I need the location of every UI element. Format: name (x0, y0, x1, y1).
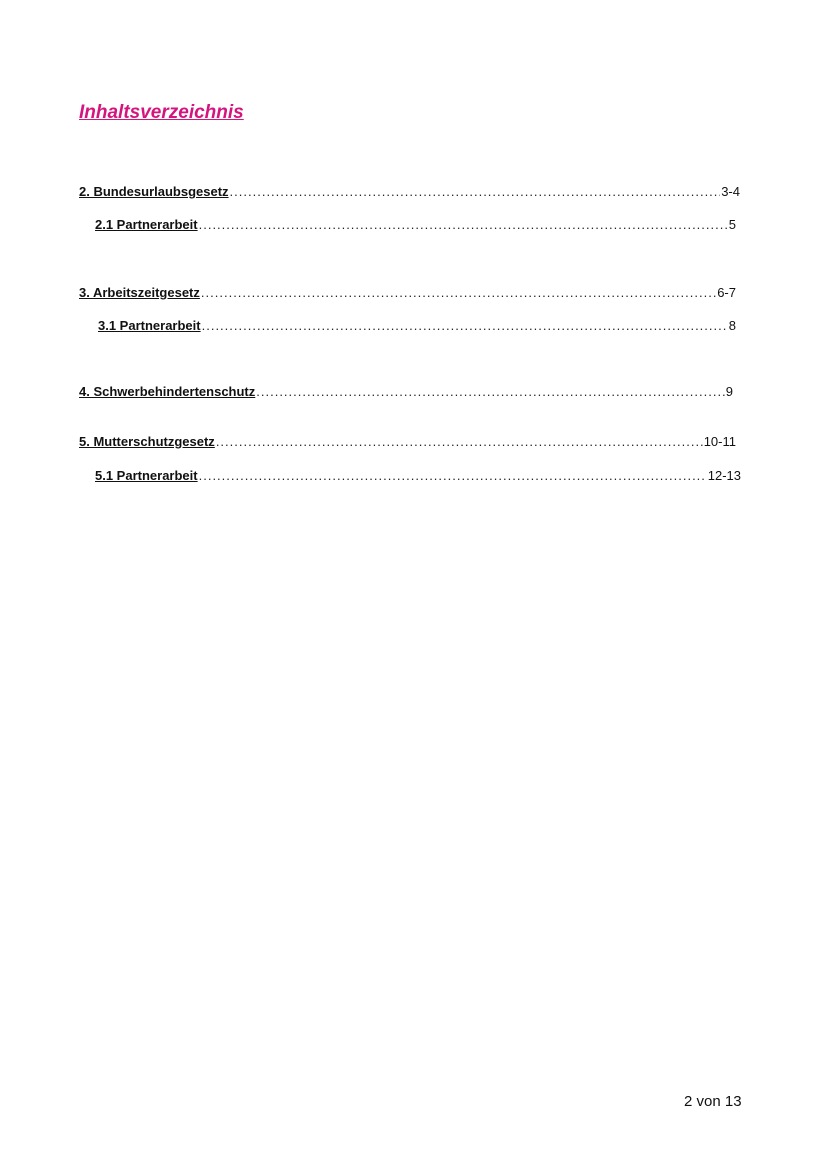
toc-entry-label[interactable]: 3. Arbeitszeitgesetz (79, 285, 200, 300)
toc-entry-page: 6-7 (717, 285, 736, 300)
toc-dot-leader (199, 468, 707, 484)
toc-entry-page: 12-13 (707, 468, 741, 483)
toc-entry-partnerarbeit-2-1[interactable] (95, 217, 736, 233)
toc-entry-page: 10-11 (703, 434, 736, 449)
toc-entry-page: 9 (725, 384, 733, 399)
toc-dot-leader (256, 384, 725, 400)
toc-entry-label[interactable]: 5. Mutterschutzgesetz (79, 434, 215, 449)
toc-entry-label[interactable]: 4. Schwerbehindertenschutz (79, 384, 256, 399)
toc-entry-page: 5 (728, 217, 736, 232)
toc-heading: Inhaltsverzeichnis (79, 102, 244, 123)
toc-entry-mutterschutzgesetz[interactable] (79, 434, 736, 450)
toc-entry-partnerarbeit-3-1[interactable] (98, 318, 736, 334)
toc-dot-leader (216, 434, 703, 450)
toc-entry-schwerbehindertenschutz[interactable] (79, 384, 733, 400)
toc-dot-leader (202, 318, 728, 334)
toc-entry-arbeitszeitgesetz[interactable] (79, 285, 736, 301)
toc-entry-label[interactable]: 5.1 Partnerarbeit (95, 468, 198, 483)
page-number: 2 von 13 (684, 1093, 742, 1110)
toc-dot-leader (230, 184, 721, 200)
toc-entry-label[interactable]: 2.1 Partnerarbeit (95, 217, 198, 232)
toc-entry-page: 3-4 (721, 184, 740, 199)
toc-dot-leader (199, 217, 728, 233)
toc-entry-page: 8 (728, 318, 736, 333)
toc-entry-partnerarbeit-5-1[interactable] (95, 468, 741, 484)
toc-entry-bundesurlaubsgesetz[interactable] (79, 184, 740, 200)
toc-entry-label[interactable]: 3.1 Partnerarbeit (98, 318, 201, 333)
toc-dot-leader (201, 285, 716, 301)
toc-entry-label[interactable]: 2. Bundesurlaubsgesetz (79, 184, 229, 199)
